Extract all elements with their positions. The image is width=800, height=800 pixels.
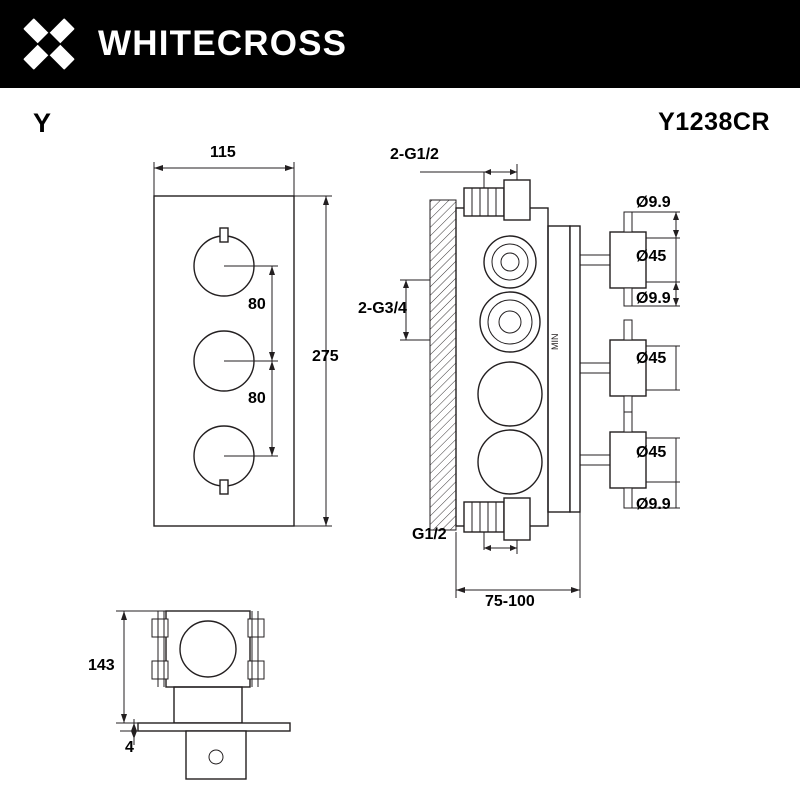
top-plate-thickness-dim: 4 [125,739,134,756]
front-view [130,144,370,550]
model-code: Y1238CR [658,108,770,136]
section-callout-5: Ø45 [636,444,667,461]
top-body-height-dim: 143 [88,657,115,674]
section-callout-1: Ø9.9 [636,194,671,211]
section-callout-3: Ø9.9 [636,290,671,307]
section-bottom-port-label: G1/2 [412,526,447,543]
front-height-dim: 275 [312,348,339,365]
front-spacing-bottom-dim: 80 [248,390,266,407]
section-view [358,146,780,620]
section-callout-4: Ø45 [636,350,667,367]
section-left-port-label: 2-G3/4 [358,300,407,317]
x-cross-logo-icon [22,17,76,71]
svg-text:MIN: MIN [550,333,560,350]
front-spacing-top-dim: 80 [248,296,266,313]
section-top-port-label: 2-G1/2 [390,146,439,163]
section-depth-dim: 75-100 [485,593,535,610]
front-width-dim: 115 [210,144,236,161]
section-callout-2: Ø45 [636,248,667,265]
top-view [90,595,350,795]
section-callout-6: Ø9.9 [636,496,671,513]
header-bar [0,0,800,88]
series-label: Y [33,108,52,138]
brand-name: WHITECROSS [98,24,348,63]
